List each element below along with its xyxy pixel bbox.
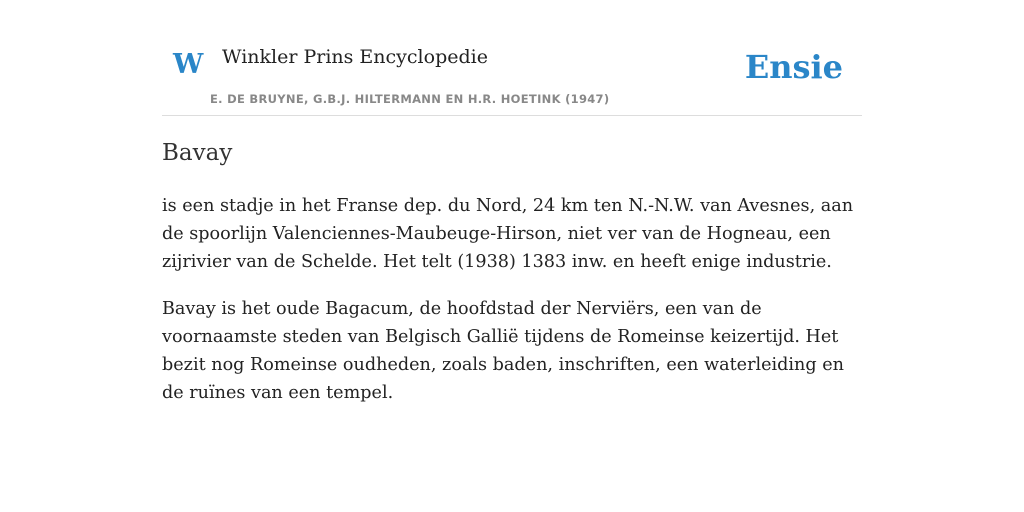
ensie-brand-logo[interactable]: Ensie <box>744 48 843 86</box>
winkler-prins-logo[interactable]: W <box>173 49 204 80</box>
article-paragraph: Bavay is het oude Bagacum, de hoofdstad der Nerviërs, een van de voornaamste steden van Belgisch Gallië tijdens de Romeinse keizertijd. Het bezit nog Romeinse oudheden, zoals baden, inschriften, een waterleiding en de ruïnes van een tempel. <box>162 299 844 403</box>
article-title: Bavay <box>162 140 233 166</box>
source-authors: E. DE BRUYNE, G.B.J. HILTERMANN EN H.R. HOETINK (1947) <box>210 92 610 106</box>
source-title[interactable]: Winkler Prins Encyclopedie <box>222 46 488 68</box>
article-paragraph: is een stadje in het Franse dep. du Nord, 24 km ten N.-N.W. van Avesnes, aan de spoorlijn Valenciennes-Maubeuge-Hirson, niet ver van de Hogneau, een zijrivier van de Schelde. Het telt (1938) 1383 inw. en heeft enige industrie. <box>162 196 854 272</box>
page <box>162 0 862 403</box>
source-header <box>162 0 862 116</box>
